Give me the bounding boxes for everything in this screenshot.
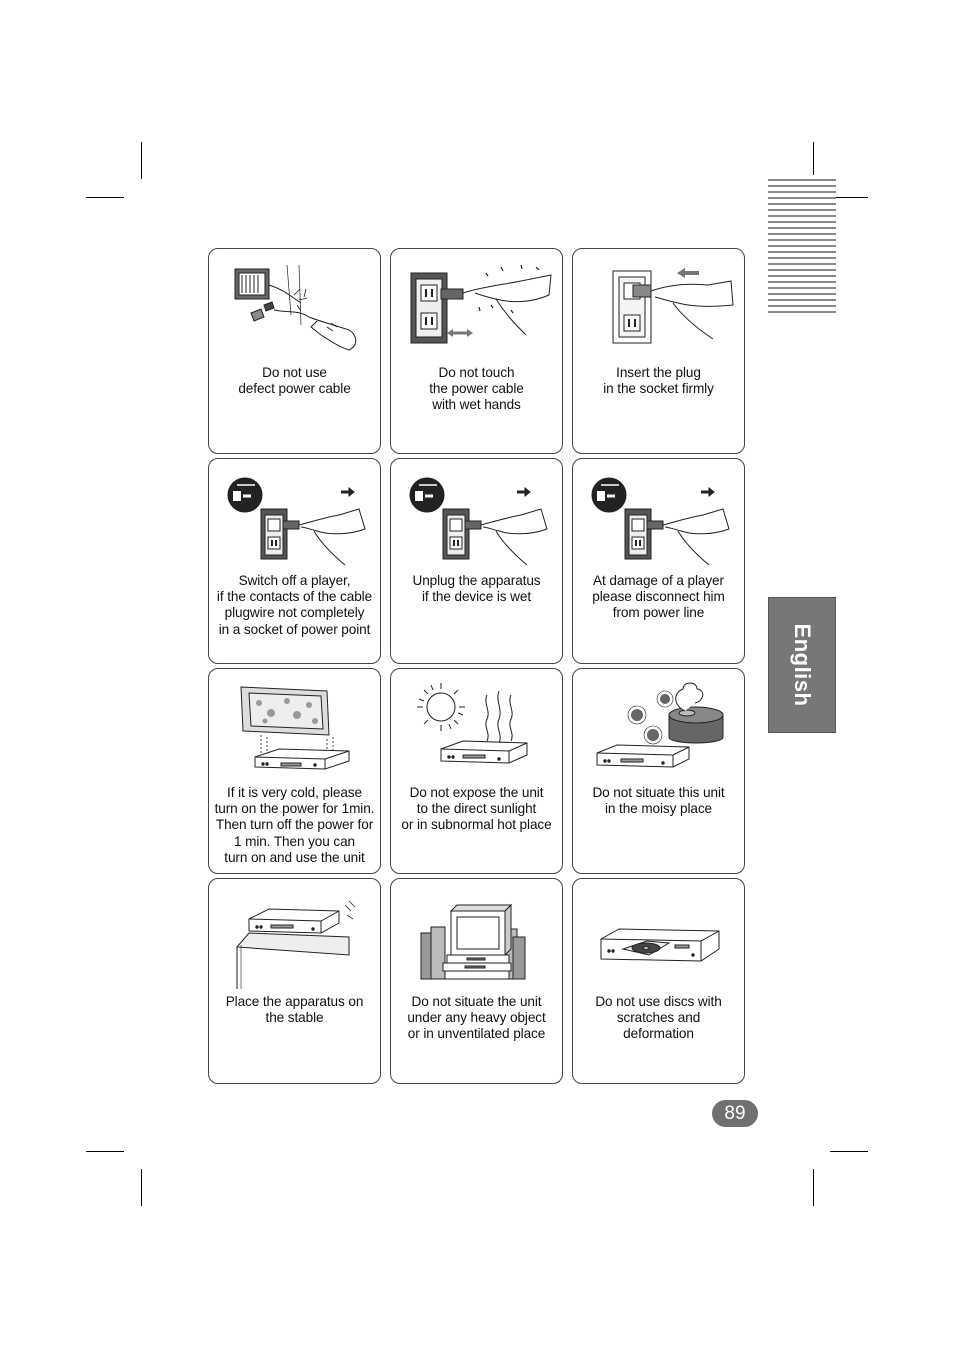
- crop-mark: [141, 142, 142, 179]
- safety-card: [390, 668, 563, 874]
- card-caption: Do not situate this unit in the moisy place: [592, 785, 725, 817]
- card-caption: At damage of a player please disconnect him from power line: [592, 573, 725, 621]
- card-caption: Do not situate the unit under any heavy object or in unventilated place: [407, 994, 546, 1042]
- sunlight-player-icon: [391, 675, 562, 779]
- unplug-icon: [391, 465, 562, 569]
- safety-card: [572, 248, 745, 454]
- stacked-equipment-icon: [391, 885, 562, 989]
- language-tab-label: English: [790, 623, 815, 707]
- disc-tray-player-icon: [573, 885, 744, 989]
- safety-card: [390, 248, 563, 454]
- safety-card: [208, 878, 381, 1084]
- humidifier-player-icon: [573, 675, 744, 779]
- player-on-edge-icon: [209, 885, 380, 989]
- crop-mark: [813, 142, 814, 179]
- language-tab: [768, 597, 836, 733]
- card-caption: Do not use discs with scratches and deformation: [595, 994, 722, 1042]
- stripe-decoration: [768, 175, 836, 313]
- cold-window-player-icon: [209, 675, 380, 779]
- crop-mark: [813, 1169, 814, 1206]
- wet-hands-plug-icon: [391, 255, 562, 359]
- card-caption: If it is very cold, please turn on the power for 1min. Then turn off the power for 1 min. Then you can turn on and use the unit: [214, 785, 375, 865]
- safety-card: [572, 458, 745, 664]
- card-caption: Switch off a player, if the contacts of the cable plugwire not completely in a socket of power point: [216, 573, 373, 637]
- safety-card: [390, 458, 563, 664]
- safety-card: [208, 458, 381, 664]
- crop-mark: [86, 1151, 124, 1152]
- damaged-cable-icon: [209, 255, 380, 359]
- safety-card: [208, 668, 381, 874]
- insert-plug-icon: [573, 255, 744, 359]
- safety-card: [208, 248, 381, 454]
- page-number: 89: [712, 1100, 758, 1127]
- safety-instructions-grid: [208, 248, 746, 1084]
- safety-card: [390, 878, 563, 1084]
- card-caption: Place the apparatus on the stable: [225, 994, 364, 1026]
- crop-mark: [141, 1169, 142, 1206]
- card-caption: Do not touch the power cable with wet hands: [429, 365, 524, 413]
- safety-card: [572, 668, 745, 874]
- crop-mark: [830, 1151, 868, 1152]
- crop-mark: [86, 197, 124, 198]
- unplug-icon: [573, 465, 744, 569]
- safety-card: [572, 878, 745, 1084]
- card-caption: Do not expose the unit to the direct sunlight or in subnormal hot place: [401, 785, 552, 833]
- card-caption: Insert the plug in the socket firmly: [603, 365, 714, 397]
- card-caption: Unplug the apparatus if the device is wet: [412, 573, 541, 605]
- unplug-icon: [209, 465, 380, 569]
- card-caption: Do not use defect power cable: [238, 365, 351, 397]
